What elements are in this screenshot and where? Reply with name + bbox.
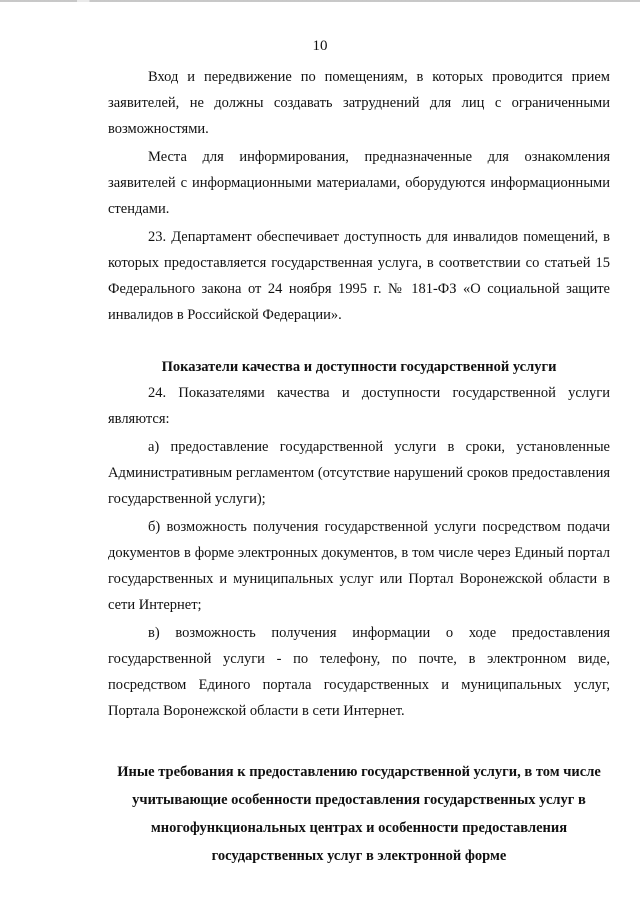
paragraph: Вход и передвижение по помещениям, в которых проводится прием заявителей, не должны создавать затруднений для лиц с ограниченными возможностями. xyxy=(108,69,610,137)
paragraph: 24. Показателями качества и доступности государственной услуги являются: xyxy=(108,385,610,427)
scan-edge xyxy=(0,0,640,2)
section-heading: Иные требования к предоставлению государственной услуги, в том числе учитывающие особенности предоставления государственных услуг в многофункциональных центрах и особенности предоставления государственных услуг в электронной форме xyxy=(117,764,601,864)
list-item: а) предоставление государственной услуги в сроки, установленные Административным регламентом (отсутствие нарушений сроков предоставления государственной услуги); xyxy=(108,439,610,507)
section-heading: Показатели качества и доступности государственной услуги xyxy=(161,359,557,375)
paragraph: 23. Департамент обеспечивает доступность для инвалидов помещений, в которых предоставляется государственная услуга, в соответствии со статьей 15 Федерального закона от 24 ноября 1995 г. № 181-ФЗ «О социальной защите инвалидов в Российской Федерации». xyxy=(108,229,610,323)
document-body xyxy=(108,64,610,870)
list-item: б) возможность получения государственной услуги посредством подачи документов в форме электронных документов, в том числе через Единый портал государственных и муниципальных услуг или Портал Воронежской области в сети Интернет; xyxy=(108,519,610,613)
list-item: в) возможность получения информации о ходе предоставления государственной услуги - по телефону, по почте, в электронном виде, посредством Единого портала государственных и муниципальных услуг, Портала Воронежской области в сети Интернет. xyxy=(108,625,610,719)
paragraph: Места для информирования, предназначенные для ознакомления заявителей с информационными материалами, оборудуются информационными стендами. xyxy=(108,149,610,217)
page-number: 10 xyxy=(312,38,328,54)
